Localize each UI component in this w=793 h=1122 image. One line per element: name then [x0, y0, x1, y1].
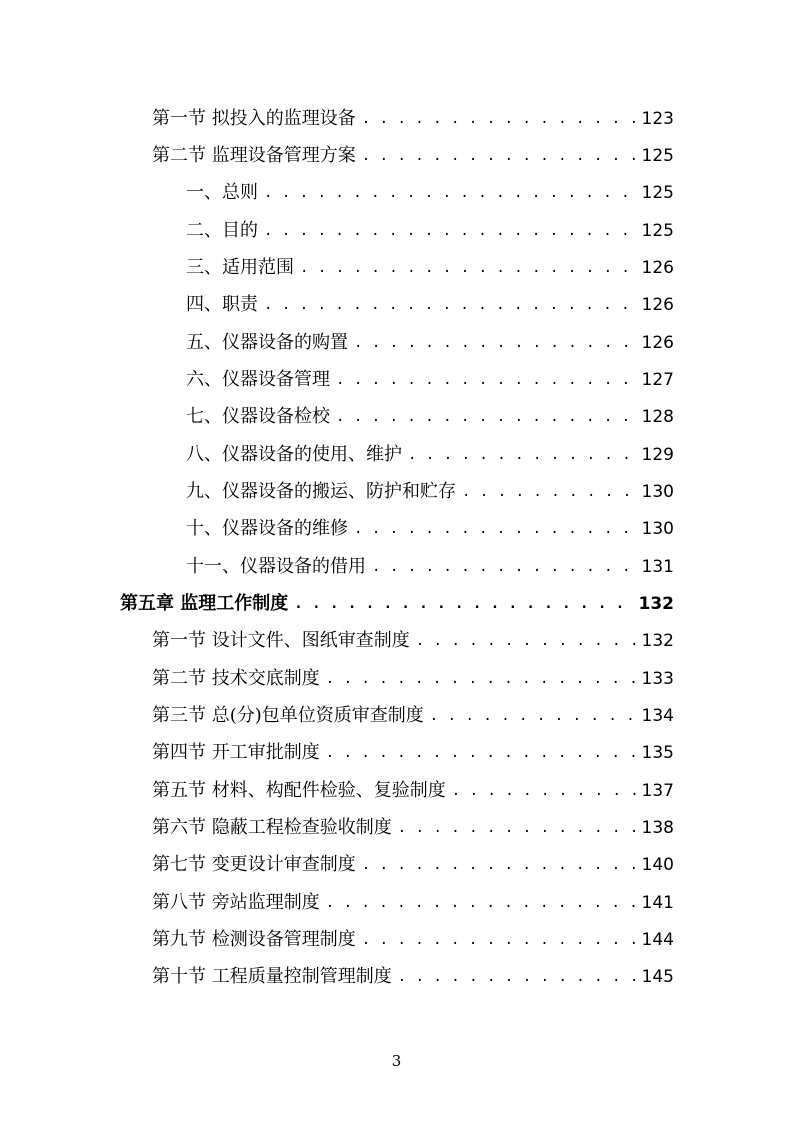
toc-entry-label: 三、适用范围: [186, 257, 294, 278]
toc-entry[interactable]: [186, 477, 674, 507]
toc-entry-page: 130: [641, 519, 674, 539]
dot-leader: [326, 888, 638, 918]
toc-entry[interactable]: [152, 626, 674, 656]
toc-entry-label: 八、仪器设备的使用、维护: [186, 444, 402, 465]
dot-leader: [362, 104, 638, 134]
toc-entry[interactable]: [152, 888, 674, 918]
dot-leader: [326, 664, 638, 694]
toc-entry-page: 131: [641, 557, 674, 577]
dot-leader: [300, 253, 638, 283]
toc-entry[interactable]: [152, 701, 674, 731]
toc-entry-label: 第二节 监理设备管理方案: [152, 145, 356, 166]
toc-entry-label: 五、仪器设备的购置: [186, 332, 348, 353]
toc-entry-label: 第五节 材料、构配件检验、复验制度: [152, 780, 446, 801]
toc-entry-page: 130: [641, 482, 674, 502]
dot-leader: [372, 552, 638, 582]
dot-leader: [362, 850, 638, 880]
dot-leader: [430, 701, 638, 731]
toc-entry-page: 125: [641, 183, 674, 203]
toc-entry[interactable]: [152, 850, 674, 880]
toc-entry[interactable]: [186, 253, 674, 283]
toc-entry[interactable]: [186, 514, 674, 544]
toc-entry-page: 138: [641, 818, 674, 838]
toc-entry-page: 125: [641, 221, 674, 241]
toc-entry[interactable]: [186, 552, 674, 582]
toc-entry[interactable]: [186, 365, 674, 395]
dot-leader: [462, 477, 638, 507]
dot-leader: [416, 626, 638, 656]
toc-entry[interactable]: [152, 738, 674, 768]
toc-entry[interactable]: [152, 776, 674, 806]
toc-entry[interactable]: [152, 104, 674, 134]
toc-entry[interactable]: [152, 664, 674, 694]
toc-entry-label: 二、目的: [186, 220, 258, 241]
toc-entry-page: 137: [641, 781, 674, 801]
toc-entry-page: 132: [638, 594, 674, 614]
dot-leader: [264, 216, 638, 246]
toc-entry-label: 一、总则: [186, 182, 258, 203]
toc-entry-page: 126: [641, 295, 674, 315]
toc-entry-page: 129: [641, 445, 674, 465]
toc-entry[interactable]: [186, 216, 674, 246]
toc-entry-page: 126: [641, 258, 674, 278]
toc-entry[interactable]: [152, 962, 674, 992]
toc-entry-label: 第十节 工程质量控制管理制度: [152, 966, 392, 987]
dot-leader: [264, 290, 638, 320]
toc-entry-label: 第三节 总(分)包单位资质审查制度: [152, 705, 424, 726]
toc-entry-label: 第二节 技术交底制度: [152, 668, 320, 689]
toc-entry-page: 140: [641, 855, 674, 875]
toc-entry-label: 第一节 拟投入的监理设备: [152, 108, 356, 129]
dot-leader: [264, 178, 638, 208]
toc-entry[interactable]: [186, 178, 674, 208]
toc-entry-label: 第八节 旁站监理制度: [152, 892, 320, 913]
dot-leader: [354, 514, 638, 544]
page-number: 3: [391, 1052, 402, 1070]
dot-leader: [336, 365, 638, 395]
toc-entry-page: 127: [641, 370, 674, 390]
toc-entry-page: 144: [641, 930, 674, 950]
toc-entry-page: 134: [641, 706, 674, 726]
toc-entry-label: 六、仪器设备管理: [186, 369, 330, 390]
dot-leader: [354, 328, 638, 358]
toc-entry-label: 第九节 检测设备管理制度: [152, 929, 356, 950]
toc-entry-label: 第七节 变更设计审查制度: [152, 854, 356, 875]
toc-entry-label: 十一、仪器设备的借用: [186, 556, 366, 577]
toc-entry-label: 第五章 监理工作制度: [120, 593, 289, 614]
dot-leader: [398, 813, 638, 843]
toc-entry[interactable]: [152, 813, 674, 843]
toc-entry-label: 十、仪器设备的维修: [186, 518, 348, 539]
toc-entry[interactable]: [152, 925, 674, 955]
toc-entry-label: 第一节 设计文件、图纸审查制度: [152, 630, 410, 651]
toc-entry-page: 145: [641, 967, 674, 987]
toc-entry[interactable]: [186, 440, 674, 470]
toc-entry-label: 第四节 开工审批制度: [152, 742, 320, 763]
toc-entry-page: 125: [641, 146, 674, 166]
dot-leader: [336, 402, 638, 432]
dot-leader: [362, 141, 638, 171]
toc-entry-label: 九、仪器设备的搬运、防护和贮存: [186, 481, 456, 502]
toc-entry-page: 133: [641, 669, 674, 689]
toc-entry-label: 四、职责: [186, 294, 258, 315]
toc-entry[interactable]: [186, 402, 674, 432]
dot-leader: [362, 925, 638, 955]
toc-entry-page: 128: [641, 407, 674, 427]
toc-entry-page: 141: [641, 893, 674, 913]
toc-entry-page: 123: [641, 109, 674, 129]
dot-leader: [408, 440, 638, 470]
toc-entry-page: 126: [641, 333, 674, 353]
toc-entry[interactable]: [152, 141, 674, 171]
toc-chapter-entry[interactable]: [120, 589, 674, 619]
dot-leader: [294, 589, 634, 619]
dot-leader: [452, 776, 638, 806]
toc-entry-page: 132: [641, 631, 674, 651]
dot-leader: [326, 738, 638, 768]
toc-entry[interactable]: [186, 290, 674, 320]
toc-entry[interactable]: [186, 328, 674, 358]
toc-entry-label: 七、仪器设备检校: [186, 406, 330, 427]
toc-entry-label: 第六节 隐蔽工程检查验收制度: [152, 817, 392, 838]
dot-leader: [398, 962, 638, 992]
toc-entry-page: 135: [641, 743, 674, 763]
